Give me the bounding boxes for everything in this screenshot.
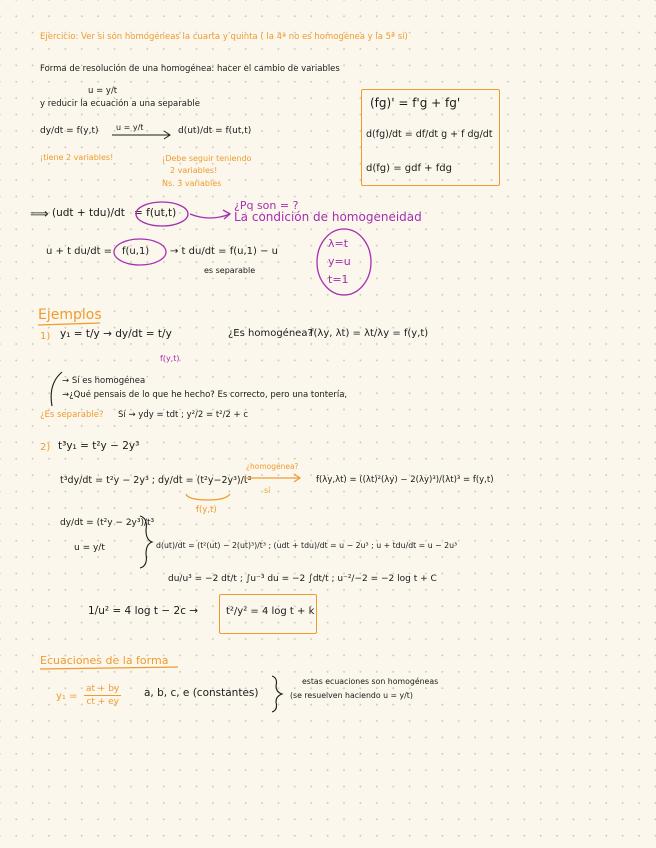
method-title: Forma de resolución de una homogénea: hacer el cambio de variables	[40, 64, 340, 74]
example2-fyt: f(y,t)	[196, 505, 217, 515]
example1-separable-answer: Sí ⇝ ydy = tdt ; y²/2 = t²/2 + c	[118, 410, 249, 420]
forma-note-1: estas ecuaciones son homogéneas	[302, 677, 439, 686]
purple-arrow	[190, 210, 230, 219]
product-rule-line2: d(fg)/dt = df/dt g + f dg/dt	[366, 129, 493, 140]
note-keep-two-1: ¡Debe seguir teniendo	[162, 154, 252, 163]
example2-label: 2)	[40, 442, 51, 453]
eq1-arrow-label: u = y/t	[116, 123, 144, 132]
examples-underline	[38, 323, 100, 325]
u-definition: u = y/t	[88, 86, 118, 96]
example2-result-3: 1/u² = 4 log t − 2c →	[88, 605, 199, 617]
forma-heading: Ecuaciones de la forma	[40, 654, 169, 667]
example2-result-1: d(ut)/dt = (t²(ut) − 2(ut)³)/t³ ; (udt + tdu)/dt = u − 2u³ ; u + tdu/dt = u − 2u³	[156, 541, 458, 550]
example2-final-result: t²/y² = 4 log t + k	[226, 606, 315, 617]
forma-note-2: (se resuelven haciendo u = y/t)	[290, 691, 413, 700]
forma-constants: a, b, c, e (constantes)	[144, 687, 259, 699]
example2-homogeneous-question: ¿homogénea?	[246, 462, 299, 471]
example1-bracket	[51, 372, 62, 406]
example2-brace	[186, 494, 230, 500]
example1-fyt: f(y,t)	[160, 354, 180, 363]
derivation-circled-f: f(u,1)	[122, 246, 150, 257]
examples-heading: Ejemplos	[38, 307, 102, 323]
example2-system-1: dy/dt = (t²y − 2y³)/t³	[60, 518, 155, 528]
note-two-variables: ¡tiene 2 variables!	[40, 153, 114, 162]
forma-numerator: at + by	[86, 684, 120, 694]
example1-label: 1)	[40, 331, 51, 342]
example2-step: t³dy/dt = t²y − 2y³ ; dy/dt = (t²y−2y³)/t³	[60, 475, 252, 486]
exercise-heading: Ejercicio: Ver si son homogéneas la cuarta y quinta ( la 4ª no es homogénea y la 5ª sí)	[40, 32, 408, 42]
lambda-one: t=1	[328, 273, 349, 286]
example1-comment: →¿Qué pensais de lo que he hecho? Es correcto, pero una tontería,	[62, 390, 348, 400]
forma-brace	[272, 676, 282, 712]
eq1-left: dy/dt = f(y,t)	[40, 126, 99, 136]
example2-result-2: du/u³ = −2 dt/t ; ∫u⁻³ du = −2 ∫dt/t ; u⁻²/−2 = −2 log t + C	[168, 574, 437, 584]
separable-note: es separable	[204, 266, 256, 275]
example2-equation: t³y₁ = t²y − 2y³	[58, 440, 140, 452]
implies-arrow: ⟹	[30, 207, 49, 222]
example2-yes: sí	[264, 486, 271, 495]
note-keep-two-2: 2 variables!	[170, 166, 218, 175]
derivation-lhs: (udt + tdu)/dt	[52, 207, 125, 219]
homogeneity-condition: La condición de homogeneidad	[234, 210, 422, 224]
derivation-line2-right: → t du/dt = f(u,1) − u	[170, 246, 278, 257]
derivation-line2-left: u + t du/dt =	[46, 246, 113, 257]
derivation-rhs: = f(ut,t)	[134, 207, 177, 219]
example1-question: ¿Es homogénea?	[228, 328, 313, 339]
example1-check: f(λy, λt) = λt/λy = f(y,t)	[310, 328, 429, 339]
eq1-right: d(ut)/dt = f(ut,t)	[178, 126, 252, 136]
forma-denominator: ct + ey	[86, 697, 119, 707]
forma-eq-left: y₁ =	[56, 691, 78, 702]
forma-fraction	[84, 684, 121, 707]
question-why-equal: ¿Pq son = ?	[234, 199, 299, 212]
note-three-variables: Ns. 3 variables	[162, 179, 222, 188]
lambda-t: λ=t	[328, 237, 349, 250]
example2-system-2: u = y/t	[74, 543, 105, 553]
example2-check: f(λy,λt) = ((λt)²(λy) − 2(λy)³)/(λt)³ = f(y,t)	[316, 475, 494, 485]
product-rule-line1: (fg)' = f'g + fg'	[370, 96, 461, 110]
product-rule-line3: d(fg) = gdf + fdg	[366, 163, 452, 174]
lambda-y: y=u	[328, 255, 351, 268]
example2-arrow	[244, 474, 300, 482]
example1-separable-question: ¿Es separable?	[40, 410, 104, 420]
example1-yes: → Sí es homogénea	[62, 376, 146, 386]
example1-equation: y₁ = t/y → dy/dt = t/y	[60, 328, 172, 340]
reduce-text: y reducir la ecuación a una separable	[40, 99, 200, 109]
forma-underline	[40, 667, 178, 669]
